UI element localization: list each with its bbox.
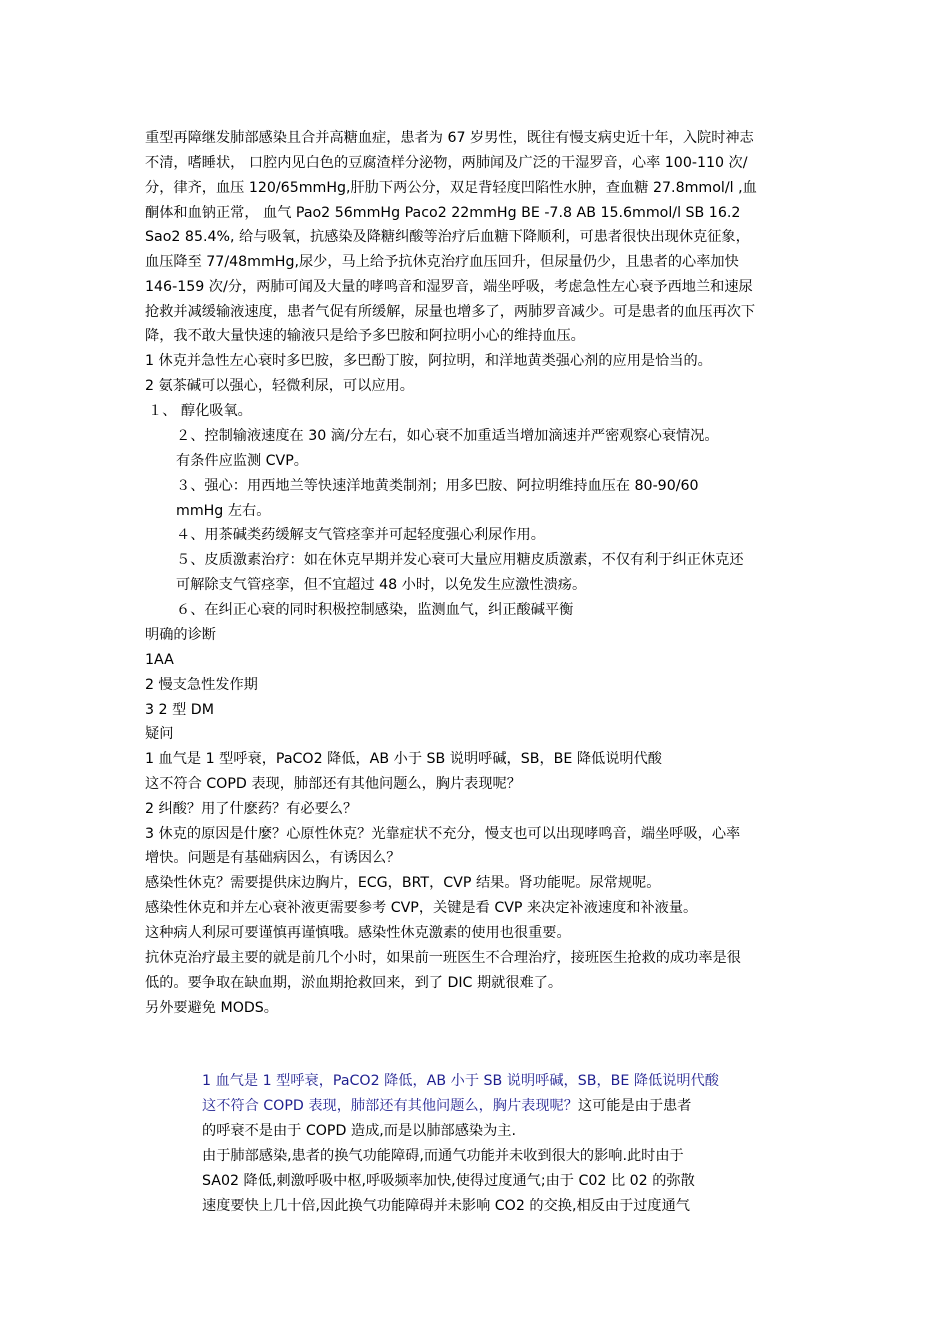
text-line: 分，律齐，血压 120/65mmHg,肝肋下两公分，双足背轻度凹陷性水肿，查血糖 27.8mmol/l ,血 bbox=[145, 180, 757, 196]
measure-3: ３、强心：用西地兰等快速洋地黄类制剂；用多巴胺、阿拉明维持血压在 80-90/60 bbox=[176, 478, 699, 494]
question-3: 3 休克的原因是什麼？心原性休克？光靠症状不充分，慢支也可以出现哮鸣音，端坐呼吸，心率 bbox=[145, 826, 741, 842]
point-2: 2 氨茶碱可以强心，轻微利尿，可以应用。 bbox=[145, 378, 414, 394]
measure-2-cont: 有条件应监测 CVP。 bbox=[176, 453, 308, 469]
comment-5: 另外要避免 MODS。 bbox=[145, 1000, 278, 1016]
question-1: 1 血气是 1 型呼衰，PaCO2 降低，AB 小于 SB 说明呼碱，SB，BE 降低说明代酸 bbox=[145, 751, 662, 767]
measure-3-cont: mmHg 左右。 bbox=[176, 503, 271, 519]
text-line: 不清，嗜睡状， 口腔内见白色的豆腐渣样分泌物，两肺闻及广泛的干湿罗音，心率 100-110 次/ bbox=[145, 155, 748, 171]
reply-line: 速度要快上几十倍,因此换气功能障碍并未影响 CO2 的交换,相反由于过度通气 bbox=[202, 1198, 690, 1214]
measure-4: ４、用茶碱类药缓解支气管痉挛并可起轻度强心利尿作用。 bbox=[176, 527, 545, 543]
question-1-cont: 这不符合 COPD 表现，肺部还有其他问题么，胸片表现呢？ bbox=[145, 776, 521, 792]
measure-6: ６、在纠正心衰的同时积极控制感染，监测血气，纠正酸碱平衡 bbox=[176, 602, 574, 618]
measure-2: ２、控制输液速度在 30 滴/分左右，如心衰不加重适当增加滴速并严密观察心衰情况。 bbox=[176, 428, 719, 444]
comment-4-cont: 低的。要争取在缺血期，淤血期抢救回来，到了 DIC 期就很难了。 bbox=[145, 975, 563, 991]
diagnosis-2: 2 慢支急性发作期 bbox=[145, 677, 258, 693]
question-3-cont: 增快。问题是有基础病因么，有诱因么？ bbox=[145, 850, 401, 866]
reply-line bbox=[202, 1094, 762, 1119]
text-line: 降，我不敢大量快速的输液只是给予多巴胺和阿拉明小心的维持血压。 bbox=[145, 328, 585, 344]
comment-3: 这种病人利尿可要谨慎再谨慎哦。感染性休克激素的使用也很重要。 bbox=[145, 925, 571, 941]
comment-4: 抗休克治疗最主要的就是前几个小时，如果前一班医生不合理治疗，接班医生抢救的成功率是很 bbox=[145, 950, 741, 966]
reply-line: SA02 降低,刺激呼吸中枢,呼吸频率加快,使得过度通气;由于 C02 比 02 的弥散 bbox=[202, 1173, 695, 1189]
measure-5-cont: 可解除支气管痉挛，但不宜超过 48 小时，以免发生应激性溃疡。 bbox=[176, 577, 587, 593]
comment-1: 感染性休克？需要提供床边胸片，ECG，BRT，CVP 结果。肾功能呢。尿常规呢。 bbox=[145, 875, 661, 891]
diagnosis-3: 3 2 型 DM bbox=[145, 702, 214, 718]
text-line: 抢救并减缓输液速度，患者气促有所缓解，尿量也增多了，两肺罗音减少。可是患者的血压再次下 bbox=[145, 304, 756, 320]
reply-line: 的呼衰不是由于 COPD 造成,而是以肺部感染为主. bbox=[202, 1123, 516, 1139]
questions-heading: 疑问 bbox=[145, 726, 174, 742]
measure-1: １、 醇化吸氧。 bbox=[148, 403, 252, 419]
point-1: 1 休克并急性左心衰时多巴胺，多巴酚丁胺，阿拉明，和洋地黄类强心剂的应用是恰当的。 bbox=[145, 353, 712, 369]
comment-2: 感染性休克和并左心衰补液更需要参考 CVP，关键是看 CVP 来决定补液速度和补液量。 bbox=[145, 900, 698, 916]
text-line: 146-159 次/分，两肺可闻及大量的哮鸣音和湿罗音，端坐呼吸，考虑急性左心衰予西地兰和速尿 bbox=[145, 279, 753, 295]
measure-5: ５、皮质激素治疗：如在休克早期并发心衰可大量应用糖皮质激素，不仅有利于纠正休克还 bbox=[176, 552, 744, 568]
diagnosis-1: 1AA bbox=[145, 652, 174, 668]
text-line: 血压降至 77/48mmHg,尿少，马上给予抗休克治疗血压回升，但尿量仍少，且患者的心率加快 bbox=[145, 254, 739, 270]
reply-quote-1: 1 血气是 1 型呼衰，PaCO2 降低，AB 小于 SB 说明呼碱，SB，BE 降低说明代酸 bbox=[202, 1073, 719, 1089]
question-2: 2 纠酸？用了什麽药？有必要么？ bbox=[145, 801, 358, 817]
reply-line: 由于肺部感染,患者的换气功能障碍,而通气功能并未收到很大的影响.此时由于 bbox=[202, 1148, 684, 1164]
diagnosis-heading: 明确的诊断 bbox=[145, 627, 216, 643]
text-line: 酮体和血钠正常， 血气 Pao2 56mmHg Paco2 22mmHg BE -7.8 AB 15.6mmol/l SB 16.2 bbox=[145, 205, 741, 221]
reply-quote-2: 这不符合 COPD 表现，肺部还有其他问题么，胸片表现呢？ bbox=[202, 1098, 578, 1114]
text-line: Sao2 85.4%, 给与吸氧，抗感染及降糖纠酸等治疗后血糖下降顺利，可患者很快出现休克征象， bbox=[145, 229, 750, 245]
reply-answer: 这可能是由于患者 bbox=[577, 1098, 692, 1114]
text-line: 重型再障继发肺部感染且合并高糖血症，患者为 67 岁男性，既往有慢支病史近十年，入院时神志 bbox=[145, 130, 754, 146]
